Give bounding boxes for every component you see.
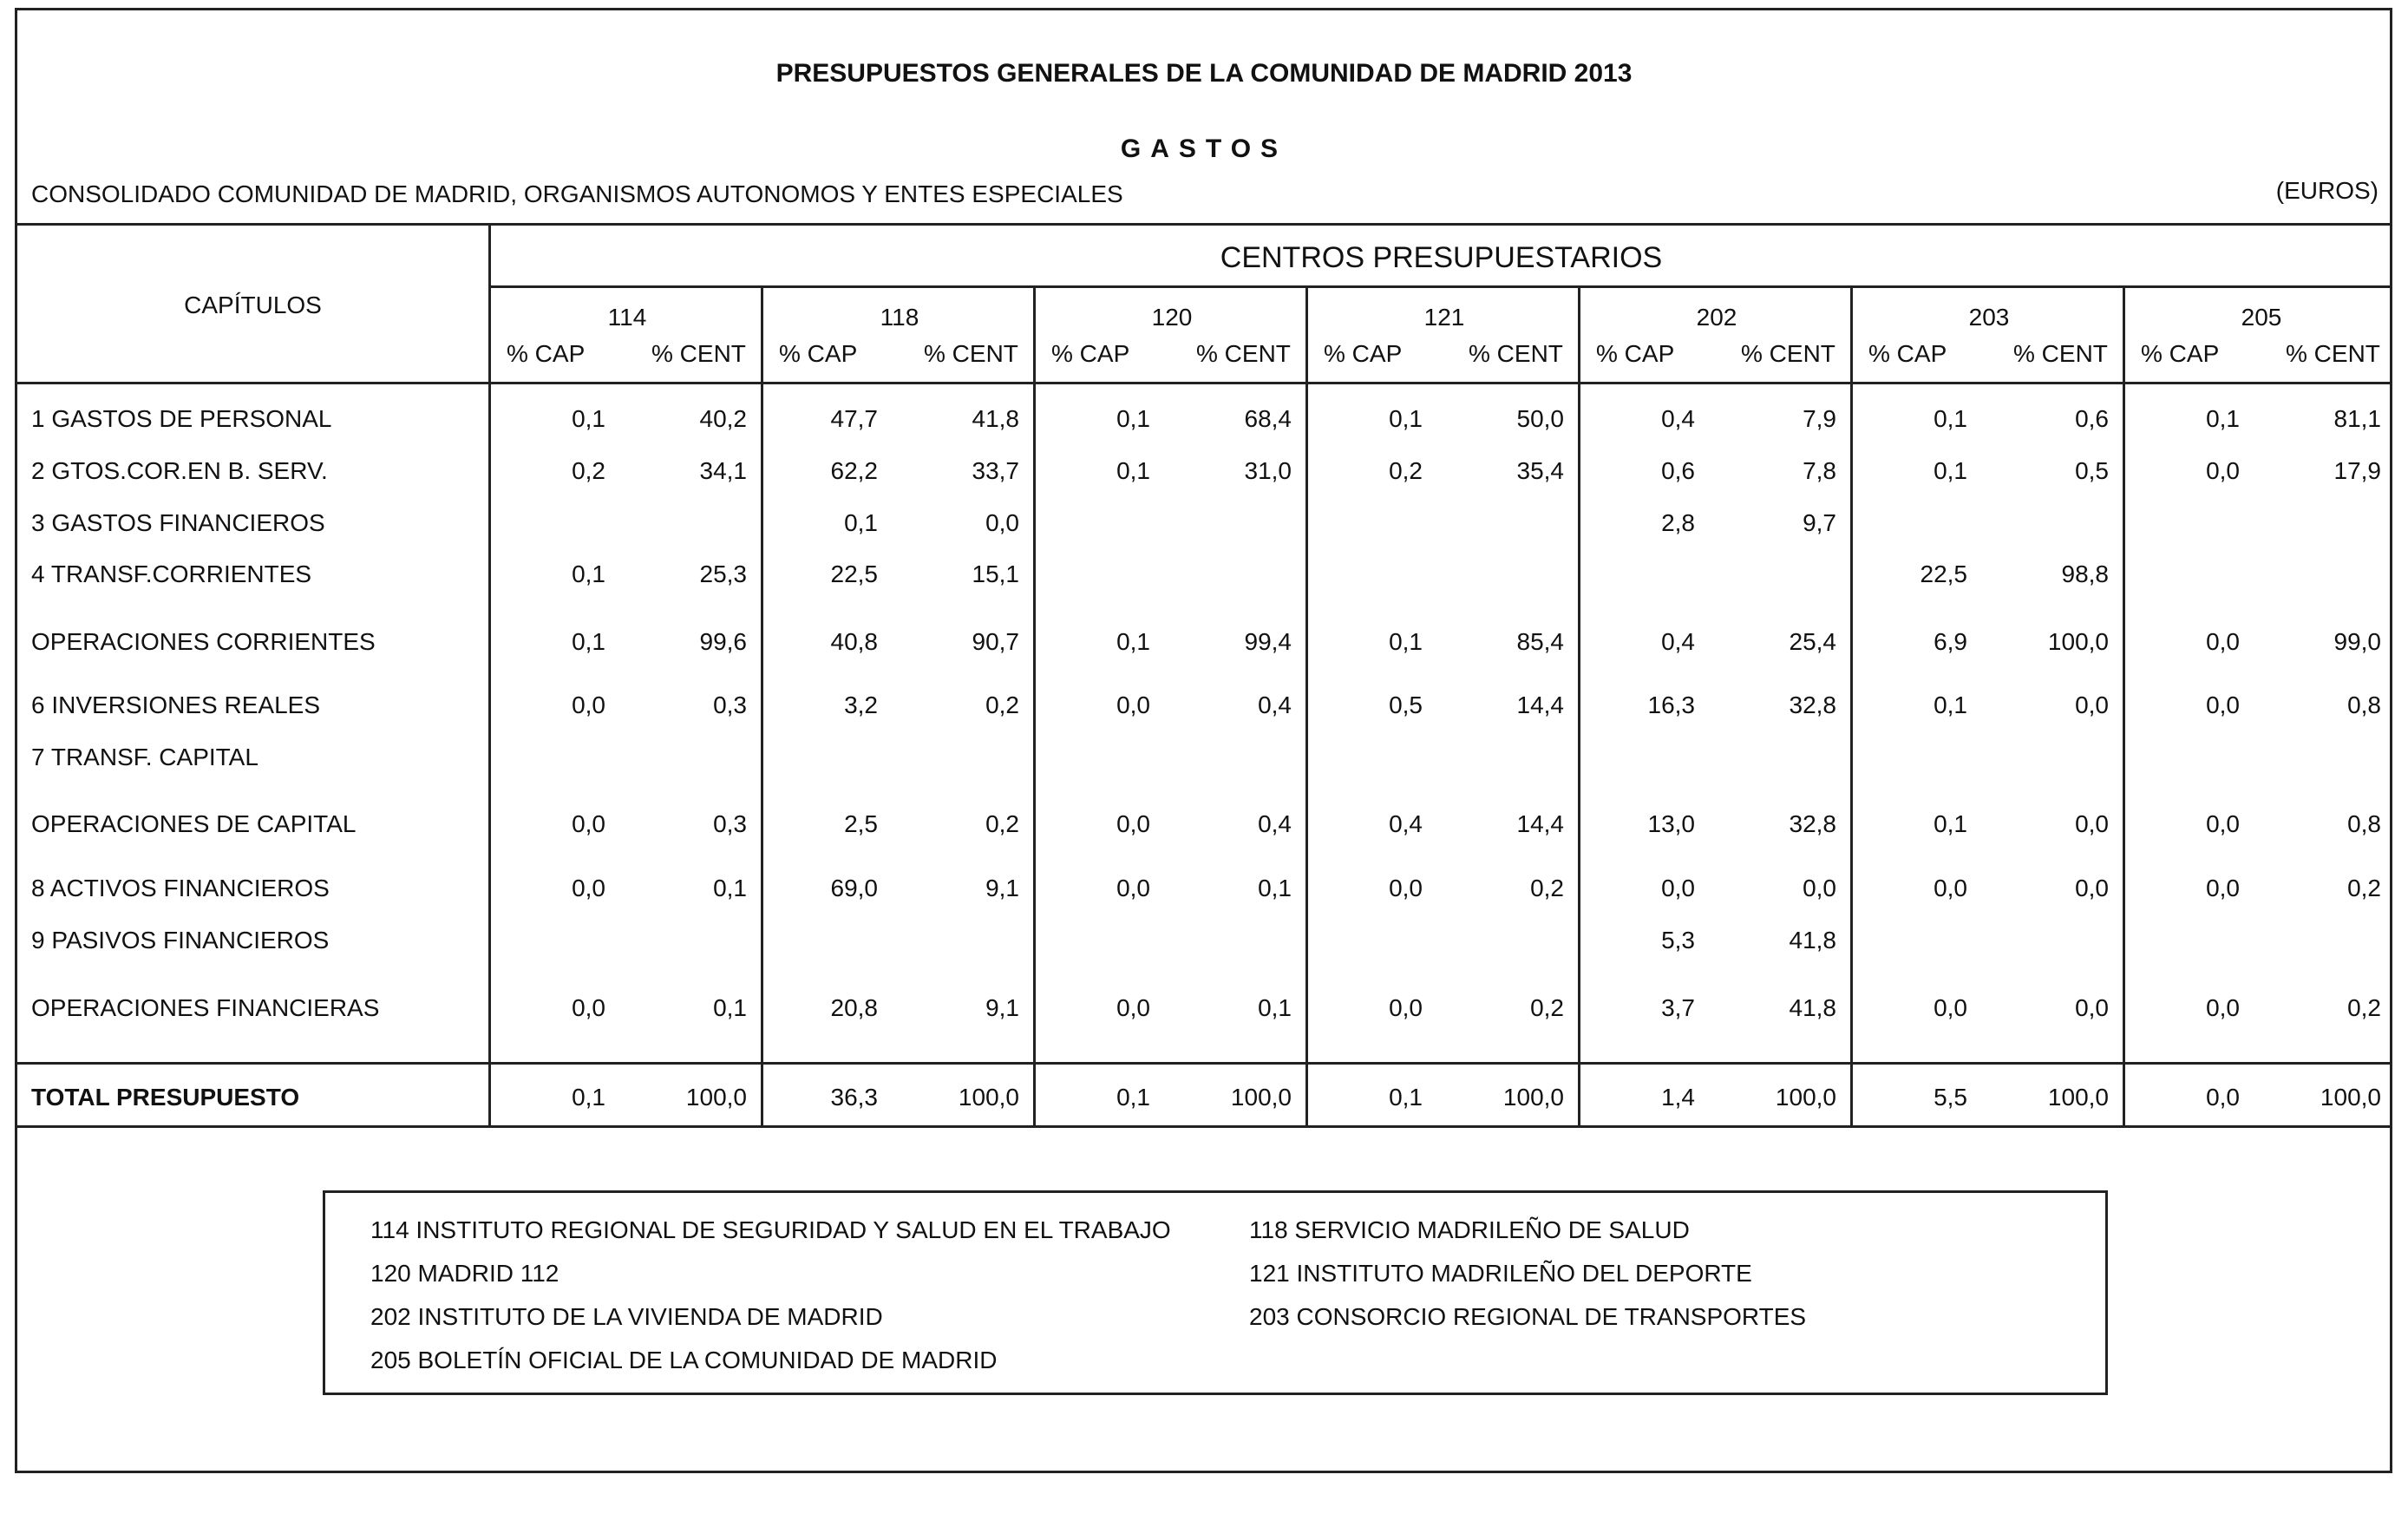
- table-cell: 0,1: [1116, 628, 1150, 655]
- total-top-rule: [17, 1062, 2392, 1065]
- legend-item: 118 SERVICIO MADRILEÑO DE SALUD: [1249, 1216, 1690, 1243]
- total-row-label: TOTAL PRESUPUESTO: [31, 1084, 300, 1111]
- table-cell: 0,1: [713, 994, 747, 1021]
- table-cell: 100,0: [685, 1084, 747, 1111]
- col-divider-202: [1578, 287, 1580, 1127]
- table-cell: 0,0: [2206, 1084, 2240, 1111]
- table-cell: 41,8: [972, 405, 1019, 432]
- table-cell: 0,8: [2347, 691, 2381, 718]
- table-cell: 0,1: [1258, 994, 1292, 1021]
- center-code-120: 120: [1151, 304, 1193, 331]
- table-cell: 0,3: [713, 810, 747, 837]
- table-cell: 0,0: [2075, 810, 2109, 837]
- table-cell: 0,0: [1803, 875, 1836, 901]
- table-cell: 31,0: [1244, 457, 1292, 484]
- table-cell: 0,2: [985, 691, 1019, 718]
- subheader-cap-120: % CAP: [1051, 340, 1130, 367]
- table-cell: 20,8: [830, 994, 878, 1021]
- table-cell: 32,8: [1789, 810, 1836, 837]
- table-cell: 41,8: [1789, 927, 1836, 954]
- table-cell: 0,5: [1389, 691, 1423, 718]
- table-cell: 0,6: [2075, 405, 2109, 432]
- table-cell: 1,4: [1661, 1084, 1695, 1111]
- table-cell: 0,0: [572, 875, 605, 901]
- table-cell: 0,0: [2075, 875, 2109, 901]
- table-cell: 100,0: [2320, 1084, 2381, 1111]
- row-label: OPERACIONES FINANCIERAS: [31, 994, 380, 1021]
- table-cell: 17,9: [2333, 457, 2381, 484]
- table-cell: 100,0: [1230, 1084, 1292, 1111]
- table-cell: 2,8: [1661, 509, 1695, 536]
- table-cell: 33,7: [972, 457, 1019, 484]
- table-cell: 25,3: [699, 560, 747, 587]
- table-cell: 35,4: [1516, 457, 1564, 484]
- table-cell: 0,1: [1116, 405, 1150, 432]
- table-cell: 0,2: [1530, 994, 1564, 1021]
- table-cell: 0,1: [1934, 810, 1967, 837]
- table-cell: 0,1: [1389, 628, 1423, 655]
- table-cell: 0,0: [1934, 875, 1967, 901]
- table-cell: 9,1: [985, 994, 1019, 1021]
- subheader-cap-118: % CAP: [779, 340, 858, 367]
- table-cell: 100,0: [958, 1084, 1019, 1111]
- table-cell: 15,1: [972, 560, 1019, 587]
- table-cell: 0,0: [1389, 875, 1423, 901]
- table-cell: 40,8: [830, 628, 878, 655]
- table-cell: 0,1: [1934, 405, 1967, 432]
- row-label: OPERACIONES CORRIENTES: [31, 628, 376, 655]
- table-cell: 0,1: [572, 628, 605, 655]
- table-cell: 41,8: [1789, 994, 1836, 1021]
- table-cell: 0,0: [2206, 875, 2240, 901]
- table-cell: 100,0: [1775, 1084, 1836, 1111]
- col-divider-205: [2123, 287, 2125, 1127]
- legend-item: 120 MADRID 112: [370, 1260, 559, 1287]
- subheader-cent-114: % CENT: [651, 340, 746, 367]
- row-label: 2 GTOS.COR.EN B. SERV.: [31, 457, 328, 484]
- row-label: 7 TRANSF. CAPITAL: [31, 744, 258, 770]
- row-label: 9 PASIVOS FINANCIEROS: [31, 927, 330, 954]
- table-cell: 0,0: [1116, 810, 1150, 837]
- table-cell: 5,3: [1661, 927, 1695, 954]
- table-cell: 0,0: [1116, 691, 1150, 718]
- table-cell: 32,8: [1789, 691, 1836, 718]
- table-cell: 16,3: [1647, 691, 1695, 718]
- table-cell: 0,1: [1258, 875, 1292, 901]
- table-cell: 0,4: [1258, 691, 1292, 718]
- table-cell: 0,2: [2347, 875, 2381, 901]
- center-code-114: 114: [607, 304, 647, 331]
- table-cell: 0,1: [2206, 405, 2240, 432]
- legend-item: 203 CONSORCIO REGIONAL DE TRANSPORTES: [1249, 1303, 1807, 1330]
- table-cell: 0,8: [2347, 810, 2381, 837]
- center-code-118: 118: [880, 304, 919, 331]
- table-cell: 0,2: [1389, 457, 1423, 484]
- subheader-cent-121: % CENT: [1469, 340, 1563, 367]
- subheader-cap-114: % CAP: [507, 340, 586, 367]
- page-subtitle: GASTOS: [1120, 134, 1288, 163]
- legend-item: 202 INSTITUTO DE LA VIVIENDA DE MADRID: [370, 1303, 883, 1330]
- row-label: 4 TRANSF.CORRIENTES: [31, 560, 312, 587]
- table-cell: 81,1: [2333, 405, 2381, 432]
- table-cell: 0,2: [572, 457, 605, 484]
- subheader-cent-202: % CENT: [1741, 340, 1835, 367]
- subheader-cap-205: % CAP: [2141, 340, 2220, 367]
- table-cell: 0,0: [1116, 994, 1150, 1021]
- table-cell: 0,1: [572, 405, 605, 432]
- table-cell: 0,1: [572, 560, 605, 587]
- table-cell: 40,2: [699, 405, 747, 432]
- table-cell: 14,4: [1516, 691, 1564, 718]
- table-cell: 9,1: [985, 875, 1019, 901]
- table-cell: 22,5: [830, 560, 878, 587]
- table-cell: 6,9: [1934, 628, 1967, 655]
- table-cell: 7,9: [1803, 405, 1836, 432]
- table-cell: 0,0: [572, 691, 605, 718]
- table-cell: 98,8: [2061, 560, 2109, 587]
- table-cell: 0,1: [1389, 405, 1423, 432]
- table-cell: 0,0: [2075, 994, 2109, 1021]
- table-cell: 0,0: [1934, 994, 1967, 1021]
- subheader-cent-118: % CENT: [924, 340, 1018, 367]
- table-cell: 13,0: [1647, 810, 1695, 837]
- capitulos-header: CAPÍTULOS: [184, 292, 322, 318]
- table-cell: 0,5: [2075, 457, 2109, 484]
- table-cell: 0,1: [1389, 1084, 1423, 1111]
- table-cell: 0,2: [1530, 875, 1564, 901]
- subheader-cap-121: % CAP: [1324, 340, 1403, 367]
- table-cell: 0,4: [1389, 810, 1423, 837]
- table-cell: 100,0: [2047, 628, 2109, 655]
- subheader-cap-203: % CAP: [1868, 340, 1947, 367]
- row-label: 1 GASTOS DE PERSONAL: [31, 405, 332, 432]
- table-cell: 0,0: [1389, 994, 1423, 1021]
- page-title: PRESUPUESTOS GENERALES DE LA COMUNIDAD DE MADRID 2013: [775, 59, 1633, 88]
- table-cell: 0,4: [1661, 405, 1695, 432]
- table-cell: 0,1: [572, 1084, 605, 1111]
- table-cell: 0,1: [713, 875, 747, 901]
- row-label: 3 GASTOS FINANCIEROS: [31, 509, 325, 536]
- table-cell: 99,6: [699, 628, 747, 655]
- table-cell: 34,1: [699, 457, 747, 484]
- total-bottom-rule: [17, 1125, 2392, 1128]
- centros-header: CENTROS PRESUPUESTARIOS: [1220, 241, 1663, 274]
- col-divider-118: [761, 287, 763, 1127]
- table-cell: 68,4: [1244, 405, 1292, 432]
- table-cell: 100,0: [2047, 1084, 2109, 1111]
- table-cell: 9,7: [1803, 509, 1836, 536]
- subheader-cap-202: % CAP: [1596, 340, 1675, 367]
- center-code-121: 121: [1423, 304, 1465, 331]
- table-cell: 22,5: [1920, 560, 1967, 587]
- header-bottom-rule: [17, 382, 2392, 384]
- table-cell: 5,5: [1934, 1084, 1967, 1111]
- table-cell: 0,2: [985, 810, 1019, 837]
- table-cell: 69,0: [830, 875, 878, 901]
- center-code-205: 205: [2241, 304, 2282, 331]
- table-cell: 0,4: [1661, 628, 1695, 655]
- table-cell: 3,2: [844, 691, 878, 718]
- table-cell: 14,4: [1516, 810, 1564, 837]
- row-label: OPERACIONES DE CAPITAL: [31, 810, 357, 837]
- table-cell: 0,0: [2206, 810, 2240, 837]
- legend-item: 121 INSTITUTO MADRILEÑO DEL DEPORTE: [1249, 1260, 1752, 1287]
- table-cell: 0,0: [2206, 691, 2240, 718]
- table-cell: 62,2: [830, 457, 878, 484]
- table-top-rule: [17, 223, 2392, 226]
- table-cell: 0,0: [1661, 875, 1695, 901]
- table-cell: 0,1: [1934, 457, 1967, 484]
- table-cell: 0,1: [844, 509, 878, 536]
- table-cell: 50,0: [1516, 405, 1564, 432]
- subheader-cent-203: % CENT: [2013, 340, 2108, 367]
- table-cell: 99,0: [2333, 628, 2381, 655]
- table-cell: 0,0: [2206, 994, 2240, 1021]
- subheader-cent-120: % CENT: [1196, 340, 1291, 367]
- table-cell: 99,4: [1244, 628, 1292, 655]
- table-cell: 0,0: [1116, 875, 1150, 901]
- col-divider-capitulos: [488, 225, 491, 1127]
- center-code-202: 202: [1696, 304, 1737, 331]
- table-cell: 25,4: [1789, 628, 1836, 655]
- col-divider-203: [1850, 287, 1853, 1127]
- table-cell: 90,7: [972, 628, 1019, 655]
- table-cell: 2,5: [844, 810, 878, 837]
- table-cell: 47,7: [830, 405, 878, 432]
- centers-rule: [488, 285, 2392, 288]
- table-cell: 0,1: [1116, 1084, 1150, 1111]
- table-cell: 0,0: [985, 509, 1019, 536]
- table-cell: 7,8: [1803, 457, 1836, 484]
- col-divider-120: [1033, 287, 1036, 1127]
- col-divider-121: [1305, 287, 1308, 1127]
- table-cell: 0,0: [2075, 691, 2109, 718]
- table-cell: 0,3: [713, 691, 747, 718]
- table-cell: 0,2: [2347, 994, 2381, 1021]
- consolidated-label: CONSOLIDADO COMUNIDAD DE MADRID, ORGANISMOS AUTONOMOS Y ENTES ESPECIALES: [31, 180, 1123, 207]
- table-cell: 0,0: [572, 994, 605, 1021]
- table-cell: 36,3: [830, 1084, 878, 1111]
- table-cell: 0,1: [1116, 457, 1150, 484]
- table-cell: 0,0: [2206, 628, 2240, 655]
- units-label: (EUROS): [2275, 177, 2379, 204]
- table-cell: 0,0: [2206, 457, 2240, 484]
- row-label: 6 INVERSIONES REALES: [31, 691, 321, 718]
- table-cell: 0,6: [1661, 457, 1695, 484]
- subheader-cent-205: % CENT: [2286, 340, 2380, 367]
- table-cell: 0,0: [572, 810, 605, 837]
- table-cell: 100,0: [1502, 1084, 1564, 1111]
- legend-item: 205 BOLETÍN OFICIAL DE LA COMUNIDAD DE MADRID: [370, 1347, 998, 1373]
- table-cell: 85,4: [1516, 628, 1564, 655]
- row-label: 8 ACTIVOS FINANCIEROS: [31, 875, 330, 901]
- table-cell: 0,4: [1258, 810, 1292, 837]
- legend-item: 114 INSTITUTO REGIONAL DE SEGURIDAD Y SALUD EN EL TRABAJO: [370, 1216, 1171, 1243]
- table-cell: 0,1: [1934, 691, 1967, 718]
- center-code-203: 203: [1968, 304, 2010, 331]
- table-cell: 3,7: [1661, 994, 1695, 1021]
